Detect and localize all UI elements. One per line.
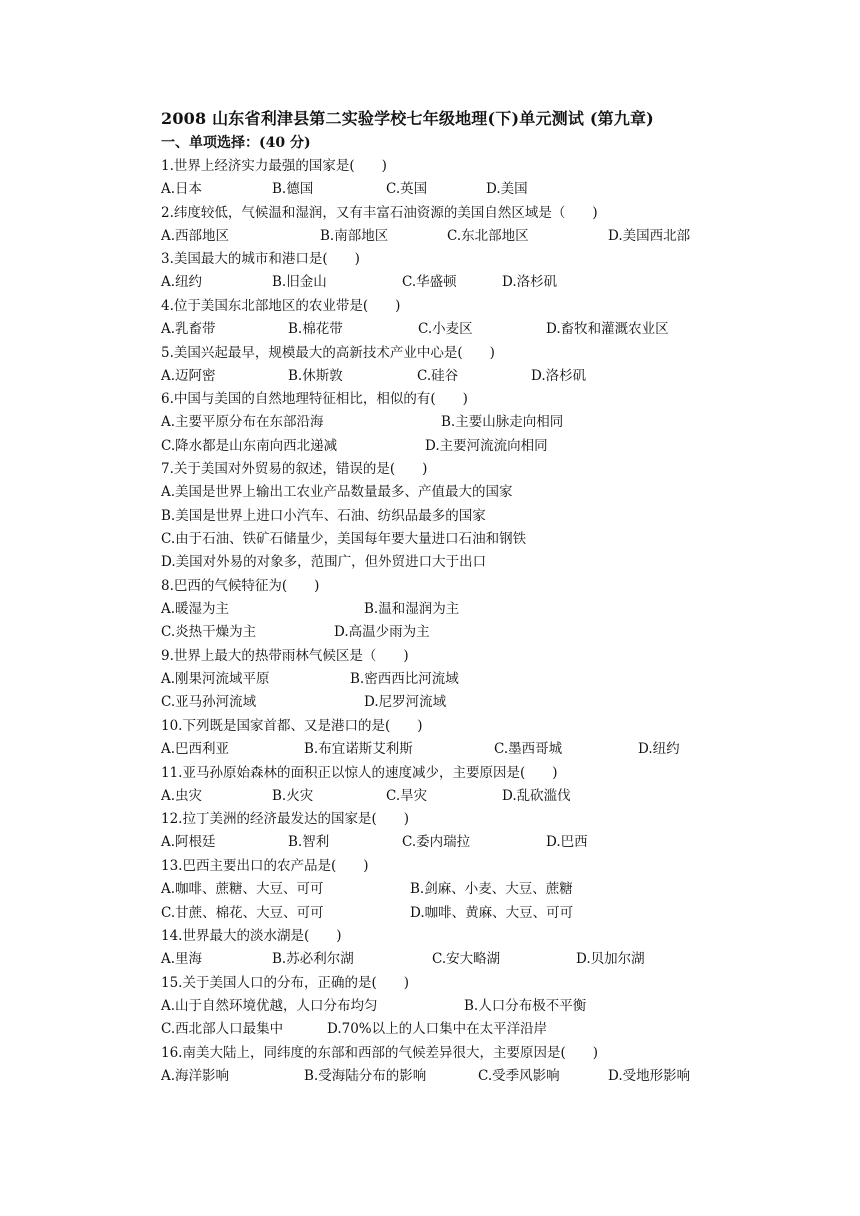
answer-option: A.主要平原分布在东部沿海 [161,414,324,430]
answer-option: C.东北部地区 [447,228,529,244]
question-text: 15.关于美国人口的分布，正确的是( ) [161,975,410,991]
answer-option: C.安大略湖 [432,951,501,967]
answer-option: D.纽约 [638,741,680,757]
answer-option: C.旱灾 [386,788,428,804]
question-text: 3.美国最大的城市和港口是( ) [161,251,360,267]
answer-option: D.畜牧和灌溉农业区 [546,321,669,337]
answer-option: D.乱砍滥伐 [502,788,571,804]
answer-option: C.硅谷 [417,368,459,384]
question-text: 2.纬度较低，气候温和湿润，又有丰富石油资源的美国自然区域是（ ) [161,205,598,221]
answer-option: A.乳畜带 [161,321,216,337]
answer-option: D.美国对外易的对象多，范围广，但外贸进口大于出口 [161,554,487,570]
answer-option: B.休斯敦 [288,368,343,384]
answer-option: A.纽约 [161,274,203,290]
answer-option: A.美国是世界上输出工农业产品数量最多、产值最大的国家 [161,484,513,500]
answer-option: C.墨西哥城 [494,741,563,757]
answer-option: B.南部地区 [320,228,389,244]
question-text: 5.美国兴起最早，规模最大的高新技术产业中心是( ) [161,345,495,361]
answer-option: A.暖湿为主 [161,601,230,617]
answer-option: B.火灾 [272,788,314,804]
answer-option: D.美国 [486,181,528,197]
answer-option: C.由于石油、铁矿石储量少，美国每年要大量进口石油和钢铁 [161,531,527,547]
question-text: 12.拉丁美洲的经济最发达的国家是( ) [161,811,410,827]
answer-option: B.受海陆分布的影响 [304,1068,427,1084]
question-text: 7.关于美国对外贸易的叙述，错误的是( ) [161,461,428,477]
answer-option: C.受季风影响 [478,1068,560,1084]
answer-option: D.主要河流流向相同 [425,438,548,454]
section-heading: 一、单项选择：(40 分) [161,135,311,151]
answer-option: B.密西西比河流域 [350,671,459,687]
answer-option: D.美国西北部 [608,228,691,244]
answer-option: A.山于自然环境优越，人口分布均匀 [161,998,378,1014]
question-text: 16.南美大陆上，同纬度的东部和西部的气候差异很大，主要原因是( ) [161,1045,599,1061]
answer-option: D.洛杉矶 [531,368,587,384]
answer-option: A.海洋影响 [161,1068,230,1084]
answer-option: D.巴西 [546,834,588,850]
answer-option: C.甘蔗、棉花、大豆、可可 [161,905,324,921]
answer-option: D.贝加尔湖 [576,951,645,967]
question-text: 13.巴西主要出口的农产品是( ) [161,858,369,874]
answer-option: C.降水都是山东南向西北递减 [161,438,338,454]
question-text: 8.巴西的气候特征为( ) [161,578,320,594]
answer-option: B.主要山脉走向相同 [441,414,564,430]
answer-option: D.洛杉矶 [502,274,558,290]
answer-option: B.苏必利尔湖 [272,951,354,967]
answer-option: B.德国 [272,181,314,197]
answer-option: A.西部地区 [161,228,230,244]
page-title: 2008 山东省利津县第二实验学校七年级地理(下)单元测试 (第九章) [161,109,654,128]
answer-option: A.咖啡、蔗糖、大豆、可可 [161,881,324,897]
question-text: 1.世界上经济实力最强的国家是( ) [161,158,387,174]
answer-option: A.巴西利亚 [161,741,230,757]
answer-option: B.美国是世界上进口小汽车、石油、纺织品最多的国家 [161,508,486,524]
question-text: 10.下列既是国家首都、又是港口的是( ) [161,718,423,734]
answer-option: D.尼罗河流域 [364,694,447,710]
answer-option: D.70%以上的人口集中在太平洋沿岸 [327,1021,548,1037]
question-text: 14.世界最大的淡水湖是( ) [161,928,342,944]
answer-option: D.咖啡、黄麻、大豆、可可 [410,905,574,921]
answer-option: B.智利 [288,834,330,850]
answer-option: A.虫灾 [161,788,203,804]
question-text: 9.世界上最大的热带雨林气候区是（ ) [161,648,409,664]
answer-option: D.受地形影响 [608,1068,691,1084]
answer-option: A.刚果河流域平原 [161,671,270,687]
question-text: 4.位于美国东北部地区的农业带是( ) [161,298,401,314]
answer-option: A.里海 [161,951,203,967]
answer-option: C.委内瑞拉 [402,834,471,850]
answer-option: D.高温少雨为主 [334,624,430,640]
answer-option: C.华盛顿 [402,274,457,290]
answer-option: B.棉花带 [288,321,343,337]
answer-option: A.日本 [161,181,203,197]
answer-option: C.西北部人口最集中 [161,1021,284,1037]
answer-option: C.亚马孙河流域 [161,694,257,710]
answer-option: C.炎热干燥为主 [161,624,257,640]
answer-option: C.英国 [386,181,428,197]
answer-option: B.温和湿润为主 [364,601,460,617]
answer-option: A.阿根廷 [161,834,216,850]
answer-option: A.迈阿密 [161,368,216,384]
answer-option: C.小麦区 [418,321,473,337]
question-text: 11.亚马孙原始森林的面积正以惊人的速度减少，主要原因是( ) [161,765,558,781]
answer-option: B.人口分布极不平衡 [464,998,587,1014]
answer-option: B.旧金山 [272,274,327,290]
question-text: 6.中国与美国的自然地理特征相比，相似的有( ) [161,391,468,407]
answer-option: B.布宜诺斯艾利斯 [304,741,413,757]
answer-option: B.剑麻、小麦、大豆、蔗糖 [410,881,573,897]
